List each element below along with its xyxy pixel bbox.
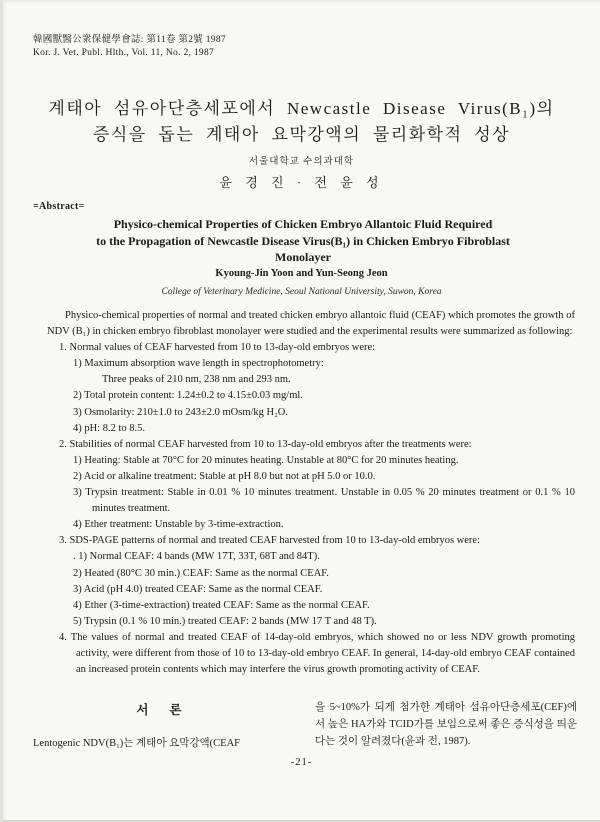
abstract-line: 4) Ether (3-time-extraction) treated CEAF: Same as the normal CEAF. — [73, 599, 370, 611]
abstract-line: 2. Stabilities of normal CEAF harvested from 10 to 13-day-old embryos after the treatments were: — [59, 438, 472, 450]
abstract-line: 3. SDS-PAGE patterns of normal and treated CEAF harvested from 10 to 13-day-old embryos were: — [59, 535, 480, 547]
paper-title-english-line3: Monolayer — [275, 250, 331, 264]
introduction-left-text: Lentogenic NDV(B₁)는 계태아 요막강액(CEAF — [33, 738, 240, 749]
abstract-line: 3) Acid (pH 4.0) treated CEAF: Same as the normal CEAF. — [73, 583, 323, 595]
abstract-line: 5) Trypsin (0.1 % 10 min.) treated CEAF: 2 bands (MW 17 T and 48 T). — [73, 615, 377, 627]
introduction-left-column — [33, 702, 285, 752]
abstract-line: 1) Maximum absorption wave length in spectrophotometry: — [73, 358, 324, 370]
abstract-line: 4) Ether treatment: Unstable by 3-time-extraction. — [73, 519, 284, 531]
abstract-line: 1) Heating: Stable at 70°C for 20 minutes heating. Unstable at 80°C for 20 minutes heating. — [73, 454, 459, 466]
introduction-heading: 서 론 — [136, 703, 182, 717]
affiliation-english: College of Veterinary Medicine, Seoul National University, Suwon, Korea — [161, 287, 442, 297]
abstract-items — [47, 340, 575, 678]
abstract-label: =Abstract= — [33, 201, 85, 212]
paper-title-english-line2: to the Propagation of Newcastle Disease Virus(B₁) in Chicken Embryo Fibroblast — [96, 233, 510, 248]
journal-title-english: Kor. J. Vet. Publ. Hlth., Vol. 11, No. 2, 1987 — [33, 47, 215, 58]
paper-title-korean-line1: 계태아 섬유아단층세포에서 Newcastle Disease Virus(B₁)의 — [48, 99, 555, 118]
abstract-intro-paragraph: Physico-chemical properties of normal and treated chicken embryo allantoic fluid (CEAF) which promotes the growth of NDV (B₁) in chicken embryo fibroblast monolayer were studied and the experimental results were summarized as following: — [47, 310, 575, 338]
abstract-line: 1. Normal values of CEAF harvested from 10 to 13-day-old embryos were: — [59, 342, 376, 354]
journal-title-korean: 韓國獸醫公衆保健學會誌: 第11卷 第2號 1987 — [33, 35, 226, 45]
authors-english: Kyoung-Jin Yoon and Yun-Seong Jeon — [215, 268, 388, 279]
paper-title-english — [23, 216, 583, 266]
abstract-line: Three peaks of 210 nm, 238 nm and 293 nm. — [102, 374, 291, 386]
affiliation-korean: 서울대학교 수의과대학 — [248, 157, 355, 167]
paper-title-korean — [3, 96, 600, 148]
abstract-line: 3) Osmolarity: 210±1.0 to 243±2.0 mOsm/kg H₂O. — [73, 406, 288, 418]
journal-header — [33, 34, 226, 59]
abstract-line: 2) Heated (80°C 30 min.) CEAF: Same as the normal CEAF. — [73, 567, 329, 579]
abstract-line: 2) Total protein content: 1.24±0.2 to 4.15±0.03 mg/ml. — [73, 390, 303, 402]
abstract-line: 2) Acid or alkaline treatment: Stable at pH 8.0 but not at pH 5.0 or 10.0. — [73, 470, 376, 482]
abstract-line: 4. The values of normal and treated CEAF of 14-day-old embryos, which showed no or less NDV growth promoting activity, were different from those of 10 to 13-day-old embryo CEAF. In general, 14-day-old embryo CEAF contained an increased protein contents which may interfere the virus growth promoting activity of CEAF. — [59, 631, 575, 676]
abstract-line: . 1) Normal CEAF: 4 bands (MW 17T, 33T, 68T and 84T). — [73, 551, 320, 563]
introduction-right-column: 을 5~10%가 되게 첨가한 계태아 섬유아단층세포(CEF)에서 높은 HA가와 TCID가를 보임으로써 좋은 증식성을 띄운다는 것이 알려졌다(윤과 전, 1987). — [315, 702, 577, 747]
paper-title-english-line1: Physico-chemical Properties of Chicken Embryo Allantoic Fluid Required — [113, 217, 493, 231]
authors-korean: 윤 경 진 · 전 윤 성 — [219, 175, 384, 190]
abstract-line: 4) pH: 8.2 to 8.5. — [73, 422, 146, 434]
paper-title-korean-line2: 증식을 돕는 계태아 요막강액의 물리화학적 성상 — [92, 125, 511, 144]
page-number: -21- — [290, 757, 313, 768]
abstract-body — [47, 308, 575, 678]
abstract-line: 3) Trypsin treatment: Stable in 0.01 % 10 minutes treatment. Unstable in 0.05 % 20 minutes treatment or 0.1 % 10 minutes treatment. — [73, 487, 575, 515]
